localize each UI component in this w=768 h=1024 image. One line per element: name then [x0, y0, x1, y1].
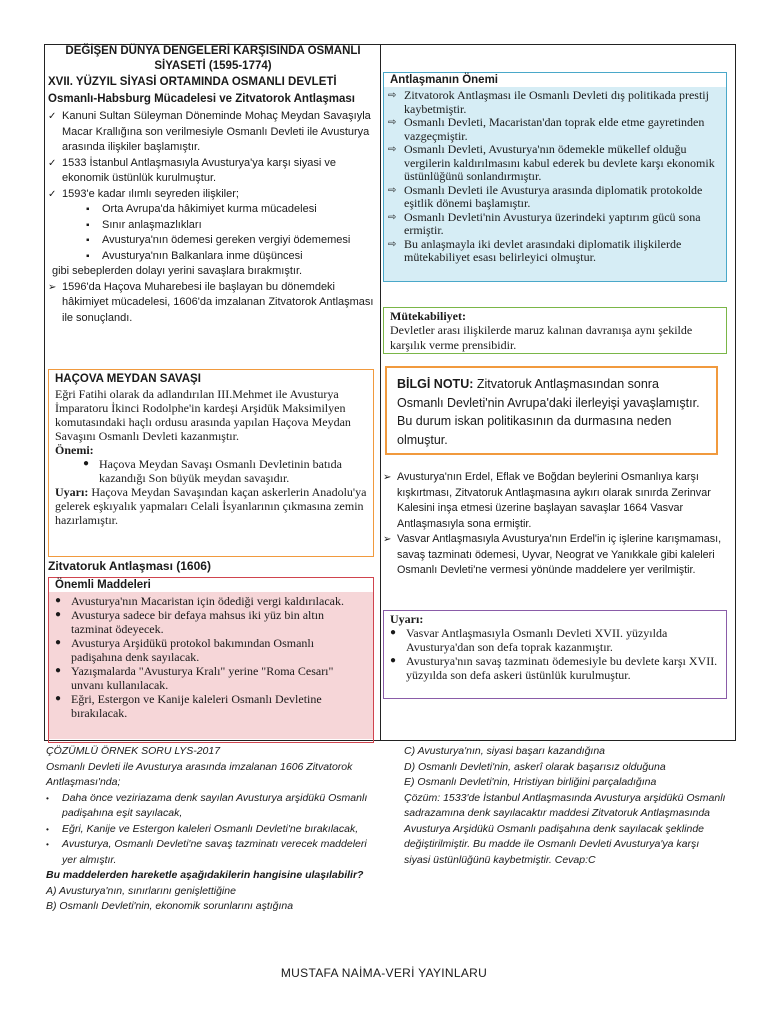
maddeler-box [48, 577, 374, 743]
onem-box [383, 72, 727, 282]
question-left [46, 744, 376, 915]
option-e: E) Osmanlı Devleti'nin, Hristiyan birliğini parçaladığına [404, 776, 657, 788]
bilgi-notu-text: BİLGİ NOTU: Zitvatoruk Antlaşmasından sonra Osmanlı Devleti'nin Avrupa'daki ilerleyişi yavaşlamıştır. Bu durum iskan politikasının da durmasına neden olmuştur. [397, 377, 700, 447]
list-item: ➢ 1596'da Haçova Muharebesi ile başlayan bu dönemdeki hâkimiyet mücadelesi, 1606'da imzalanan Zitvatorok Antlaşması ile sonuçlandı. [48, 280, 374, 324]
sub-list-item: ▪ Avusturya'nın Balkanlara inme düşüncesi [86, 249, 378, 265]
question-header: ÇÖZÜMLÜ ÖRNEK SORU LYS-2017 [46, 745, 221, 757]
list-item: ⇨ Zitvatorok Antlaşması ile Osmanlı Devleti dış politikada prestij kaybetmiştir. [388, 88, 709, 116]
sub-list-item: ▪ Avusturya'nın ödemesi gereken vergiyi ödememesi [86, 233, 378, 249]
check-bullet-icon: ✓ [48, 188, 57, 200]
list-item: ✓ 1533 İstanbul Antlaşmasıyla Avusturya'ya karşı siyasi ve ekonomik üstünlük kurulmuştur. [48, 156, 336, 184]
left-column [48, 44, 378, 326]
maddeler-title: Önemli Maddeleri [49, 578, 373, 592]
solution: Çözüm: 1533'de İstanbul Antlaşmasında Avusturya arşidükü Osmanlı sadrazamına denk sayılacaktır maddesi Zitvatoruk Antlaşmasında Avusturya Arşidükü Osmanlı padişahına denk sayılacak şeklinde değiştirilmiştir. Bu madde ile Osmanlı Devleti Avusturya'ya karşı siyasi üstünlüğünü kaybetmiştir. Cevap:C [404, 791, 726, 866]
list-item: ● Eğri, Estergon ve Kanije kaleleri Osmanlı Devletine bırakılacak. [55, 692, 322, 720]
check-bullet-icon: ✓ [48, 111, 57, 122]
page-title: DEĞİŞEN DÜNYA DENGELERİ KARŞISINDA OSMANLI [65, 45, 361, 57]
hacova-body: Eğri Fatihi olarak da adlandırılan III.Mehmet ile Avusturya İmparatoru İkinci Rodolphe'in kardeşi Arşidük Maksimilyen komutasındaki haçlı ordusu arasında yapılan Haçova Meydan Savaşını Osmanlı Devleti kazanmıştır. [55, 387, 351, 443]
option-d: D) Osmanlı Devleti'nin, askerî olarak başarısız olduğuna [404, 760, 666, 773]
subsection-heading: Osmanlı-Habsburg Mücadelesi ve Zitvatorok Antlaşması [48, 93, 355, 105]
mutekabiliyet-title: Mütekabiliyet: [390, 309, 466, 323]
arrow-bullet-icon: ⇨ [388, 90, 397, 101]
list-item: ● Avusturya Arşidükü protokol bakımından Osmanlı padişahına denk sayılacak. [55, 636, 315, 664]
option-a: A) Avusturya'nın, sınırlarını genişlettiğine [46, 884, 236, 897]
right-list [383, 470, 728, 579]
footer-publisher: MUSTAFA NAİMA-VERİ YAYINLARU [280, 966, 488, 980]
dot-bullet-icon: ● [83, 458, 90, 469]
onem-title: Antlaşmanın Önemi [384, 73, 726, 87]
dot-bullet-icon: • [46, 793, 49, 803]
uyari-box [383, 610, 727, 699]
dot-bullet-icon: • [46, 824, 49, 834]
square-bullet-icon: ▪ [86, 204, 90, 215]
sub-list-item: ▪ Orta Avrupa'da hâkimiyet kurma mücadelesi [86, 202, 378, 218]
list-item: ● Avusturya'nın Macaristan için ödediği vergi kaldırılacak. [55, 594, 344, 608]
zitva-title: Zitvatoruk Antlaşması (1606) [48, 559, 211, 573]
list-item: • Avusturya, Osmanlı Devleti'ne savaş tazminatı verecek maddeleri yer almıştır. [46, 838, 367, 866]
section-heading: XVII. YÜZYIL SİYASİ ORTAMINDA OSMANLI DEVLETİ [48, 76, 337, 88]
list-item: ⇨ Bu anlaşmayla iki devlet arasındaki diplomatik ilişkilerde mütekabiliyet esası belirleyici olmuştur. [388, 236, 682, 264]
option-b: B) Osmanlı Devleti'nin, ekonomik sorunlarını aştığına [46, 900, 294, 912]
list-item: • Daha önce veziriazama denk sayılan Avusturya arşidükü Osmanlı padişahına eşit sayılacak, [46, 791, 368, 819]
arrow-bullet-icon: ➢ [383, 472, 392, 483]
column-divider [380, 44, 381, 741]
dot-bullet-icon: ● [55, 693, 62, 704]
square-bullet-icon: ▪ [86, 250, 90, 262]
list-item: • Eğri, Kanije ve Estergon kaleleri Osmanlı Devleti'ne bırakılacak, [46, 822, 376, 838]
arrow-bullet-icon: ➢ [48, 281, 57, 293]
list-item: ● Haçova Meydan Savaşı Osmanlı Devletinin batıda kazandığı Son büyük meydan savaşıdır. [83, 457, 342, 485]
list-item: ✓ Kanuni Sultan Süleyman Döneminde Mohaç Meydan Savaşıyla Macar Krallığına son verilmesiyle Osmanlı Devleti ile Avusturya arasında ilişkiler başlamıştır. [48, 110, 371, 153]
hacova-title: HAÇOVA MEYDAN SAVAŞI [55, 373, 201, 385]
dot-bullet-icon: ● [55, 665, 62, 676]
dot-bullet-icon: ● [55, 637, 62, 648]
arrow-bullet-icon: ⇨ [388, 117, 397, 128]
question-stem: Bu maddelerden hareketle aşağıdakilerin hangisine ulaşılabilir? [46, 869, 364, 881]
bilgi-notu-box [385, 366, 718, 455]
hacova-box [48, 369, 374, 557]
arrow-bullet-icon: ⇨ [388, 211, 397, 223]
dot-bullet-icon: ● [390, 655, 397, 666]
list-item: ⇨ Osmanlı Devleti, Macaristan'dan toprak elde etme gayretinden vazgeçmiştir. [388, 115, 705, 143]
list-item: ● Vasvar Antlaşmasıyla Osmanlı Devleti XVII. yüzyılda Avusturya'dan son defa toprak kazanmıştır. [390, 626, 668, 654]
onemi-label: Önemi: [55, 443, 94, 457]
option-c: C) Avusturya'nın, siyasi başarı kazandığına [404, 745, 606, 757]
sub-list-item: ▪ Sınır anlaşmazlıkları [86, 218, 378, 234]
dot-bullet-icon: • [46, 840, 49, 849]
uyari-title: Uyarı: [390, 612, 424, 626]
list-item: ⇨ Osmanlı Devleti ile Avusturya arasında diplomatik protokolde eşitlik dönemi başlamıştır. [388, 182, 703, 210]
list-item: ➢ Avusturya'nın Erdel, Eflak ve Boğdan beylerini Osmanlıya karşı kışkırtması, Zitvatoruk Antlaşmasına aykırı olarak sınırda Zerinvar Kalesini inşa etmesi üzerine başlayan savaşlar 1664 Vasvar Antlaşmasıyla sona ermiştir. [383, 471, 711, 530]
list-item: ✓ 1593'e kadar ılımlı seyreden ilişkiler; [48, 187, 378, 203]
mutekabiliyet-box [383, 307, 727, 354]
uyari-note: Uyarı: Haçova Meydan Savaşından kaçan askerlerin Anadolu'ya gelerek eşkıyalık yapmaları Celali İsyanlarının çıkmasına zemin hazırlamıştır. [55, 485, 367, 527]
arrow-bullet-icon: ➢ [383, 534, 392, 545]
square-bullet-icon: ▪ [86, 219, 90, 231]
square-bullet-icon: ▪ [86, 235, 90, 246]
list-item: ➢ Vasvar Antlaşmasıyla Avusturya'nın Erdel'in iç işlerine karışmaması, savaş tazminatı ödemesi, Uyvar, Neograt ve Yanıkkale gibi kaleleri Osmanlı Devleti'ne vermesi yönünde maddelere yer verilmiştir. [383, 533, 722, 576]
page-title-line2: SİYASETİ (1595-1774) [154, 60, 272, 72]
question-right [404, 744, 726, 868]
mutekabiliyet-body: Devletler arası ilişkilerde maruz kalınan davranışa aynı şekilde karşılık verme prensibidir. [390, 323, 693, 352]
arrow-bullet-icon: ⇨ [388, 144, 397, 155]
dot-bullet-icon: ● [55, 609, 62, 620]
list-item: ● Avusturya sadece bir defaya mahsus iki yüz bin altın tazminat ödeyecek. [55, 608, 325, 636]
list-item: ● Yazışmalarda "Avusturya Kralı" yerine "Roma Cesarı" unvanı kullanılacak. [55, 664, 334, 692]
question-intro: Osmanlı Devleti ile Avusturya arasında imzalanan 1606 Zitvatorok Antlaşması'nda; [46, 760, 353, 788]
paragraph: gibi sebeplerden dolayı yerini savaşlara bırakmıştır. [52, 265, 303, 277]
list-item: ● Avusturya'nın savaş tazminatı ödemesiyle bu devlete karşı XVII. yüzyılda son defa askeri üstünlük kurulmuştur. [390, 654, 718, 682]
list-item: ⇨ Osmanlı Devleti, Avusturya'nın ödemekle mükellef olduğu vergilerin kaldırılmasını kabul ederek bu devlete karşı ekonomik üstünlüğünü sonlandırmıştır. [388, 142, 715, 183]
dot-bullet-icon: ● [390, 627, 397, 638]
arrow-bullet-icon: ⇨ [388, 238, 397, 250]
check-bullet-icon: ✓ [48, 157, 57, 169]
arrow-bullet-icon: ⇨ [388, 184, 397, 196]
list-item: ⇨ Osmanlı Devleti'nin Avusturya üzerindeki yaptırım gücü sona ermiştir. [388, 209, 701, 237]
dot-bullet-icon: ● [55, 595, 62, 606]
